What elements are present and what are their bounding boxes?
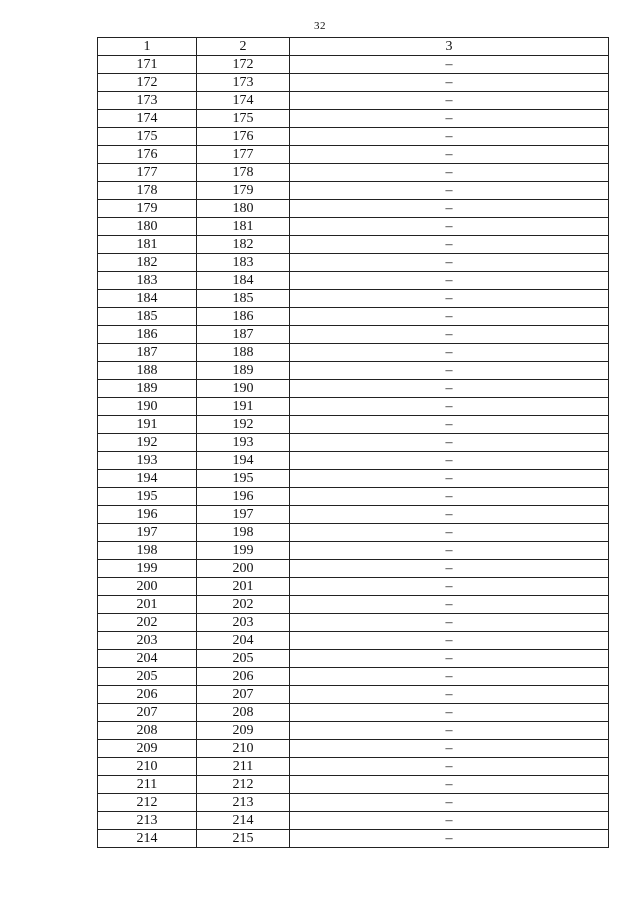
table-cell-col-3: – bbox=[290, 668, 609, 686]
table-cell-col-3: – bbox=[290, 560, 609, 578]
table-row bbox=[98, 56, 609, 74]
table-row bbox=[98, 542, 609, 560]
table-cell-col-3: – bbox=[290, 362, 609, 380]
table-cell-col-3: – bbox=[290, 704, 609, 722]
table-cell-col-1: 176 bbox=[98, 146, 197, 164]
page-number: 32 bbox=[314, 20, 326, 32]
table-cell-col-3: – bbox=[290, 182, 609, 200]
table-row bbox=[98, 776, 609, 794]
table-cell-col-1: 171 bbox=[98, 56, 197, 74]
table-cell-col-1: 178 bbox=[98, 182, 197, 200]
table-cell-col-1: 183 bbox=[98, 272, 197, 290]
table-cell-col-1: 174 bbox=[98, 110, 197, 128]
table-cell-col-2: 179 bbox=[197, 182, 290, 200]
table-row bbox=[98, 758, 609, 776]
table-row bbox=[98, 380, 609, 398]
table-cell-col-2: 173 bbox=[197, 74, 290, 92]
table-cell-col-2: 202 bbox=[197, 596, 290, 614]
table-cell-col-1: 207 bbox=[98, 704, 197, 722]
table-cell-col-2: 182 bbox=[197, 236, 290, 254]
table-row bbox=[98, 578, 609, 596]
table-cell-col-2: 185 bbox=[197, 290, 290, 308]
table-cell-col-3: – bbox=[290, 524, 609, 542]
table-cell-col-3: – bbox=[290, 830, 609, 848]
table-row bbox=[98, 614, 609, 632]
table-cell-col-1: 175 bbox=[98, 128, 197, 146]
table-row bbox=[98, 254, 609, 272]
table-row bbox=[98, 794, 609, 812]
table-header bbox=[98, 38, 609, 56]
table-cell-col-3: – bbox=[290, 128, 609, 146]
table-cell-col-1: 202 bbox=[98, 614, 197, 632]
table-cell-col-3: – bbox=[290, 578, 609, 596]
table-cell-col-2: 184 bbox=[197, 272, 290, 290]
table-cell-col-1: 212 bbox=[98, 794, 197, 812]
table-cell-col-3: – bbox=[290, 290, 609, 308]
table-row bbox=[98, 92, 609, 110]
table-cell-col-2: 205 bbox=[197, 650, 290, 668]
table-row bbox=[98, 740, 609, 758]
table-cell-col-3: – bbox=[290, 596, 609, 614]
table-cell-col-3: – bbox=[290, 488, 609, 506]
table-cell-col-2: 210 bbox=[197, 740, 290, 758]
table-row bbox=[98, 686, 609, 704]
table-row bbox=[98, 416, 609, 434]
table-cell-col-1: 214 bbox=[98, 830, 197, 848]
table-cell-col-1: 184 bbox=[98, 290, 197, 308]
table-cell-col-2: 201 bbox=[197, 578, 290, 596]
table-cell-col-1: 181 bbox=[98, 236, 197, 254]
table-cell-col-1: 210 bbox=[98, 758, 197, 776]
table-cell-col-1: 204 bbox=[98, 650, 197, 668]
table-cell-col-2: 176 bbox=[197, 128, 290, 146]
table-cell-col-1: 180 bbox=[98, 218, 197, 236]
table-cell-col-1: 199 bbox=[98, 560, 197, 578]
table-row bbox=[98, 344, 609, 362]
table-cell-col-3: – bbox=[290, 776, 609, 794]
table-cell-col-3: – bbox=[290, 506, 609, 524]
table-cell-col-1: 187 bbox=[98, 344, 197, 362]
table-cell-col-3: – bbox=[290, 92, 609, 110]
table-cell-col-1: 193 bbox=[98, 452, 197, 470]
table-cell-col-1: 189 bbox=[98, 380, 197, 398]
table-cell-col-3: – bbox=[290, 254, 609, 272]
table-cell-col-2: 199 bbox=[197, 542, 290, 560]
table-row bbox=[98, 200, 609, 218]
table-cell-col-2: 198 bbox=[197, 524, 290, 542]
table-cell-col-2: 214 bbox=[197, 812, 290, 830]
table-cell-col-3: – bbox=[290, 110, 609, 128]
table-cell-col-3: – bbox=[290, 236, 609, 254]
table-cell-col-3: – bbox=[290, 542, 609, 560]
table-cell-col-1: 179 bbox=[98, 200, 197, 218]
table-cell-col-2: 174 bbox=[197, 92, 290, 110]
table-cell-col-3: – bbox=[290, 326, 609, 344]
table-cell-col-3: – bbox=[290, 614, 609, 632]
table-cell-col-3: – bbox=[290, 218, 609, 236]
header-row bbox=[98, 38, 609, 56]
table-cell-col-2: 190 bbox=[197, 380, 290, 398]
table-row bbox=[98, 668, 609, 686]
table-cell-col-2: 175 bbox=[197, 110, 290, 128]
table-cell-col-3: – bbox=[290, 452, 609, 470]
table-cell-col-1: 194 bbox=[98, 470, 197, 488]
table-row bbox=[98, 506, 609, 524]
table-cell-col-2: 209 bbox=[197, 722, 290, 740]
table-cell-col-1: 195 bbox=[98, 488, 197, 506]
table-cell-col-2: 206 bbox=[197, 668, 290, 686]
table-row bbox=[98, 326, 609, 344]
data-table bbox=[97, 37, 609, 848]
column-header-2: 2 bbox=[197, 38, 290, 56]
table-cell-col-3: – bbox=[290, 794, 609, 812]
table-cell-col-2: 203 bbox=[197, 614, 290, 632]
table-cell-col-1: 211 bbox=[98, 776, 197, 794]
table-cell-col-3: – bbox=[290, 632, 609, 650]
table-row bbox=[98, 182, 609, 200]
table-row bbox=[98, 236, 609, 254]
table-cell-col-1: 192 bbox=[98, 434, 197, 452]
table-row bbox=[98, 362, 609, 380]
table-row bbox=[98, 434, 609, 452]
table-cell-col-2: 180 bbox=[197, 200, 290, 218]
table-cell-col-3: – bbox=[290, 470, 609, 488]
table-cell-col-2: 200 bbox=[197, 560, 290, 578]
table-row bbox=[98, 110, 609, 128]
table-cell-col-2: 211 bbox=[197, 758, 290, 776]
table-cell-col-1: 172 bbox=[98, 74, 197, 92]
table-row bbox=[98, 596, 609, 614]
table-row bbox=[98, 650, 609, 668]
table-cell-col-2: 186 bbox=[197, 308, 290, 326]
table-row bbox=[98, 524, 609, 542]
table-cell-col-1: 185 bbox=[98, 308, 197, 326]
table-cell-col-3: – bbox=[290, 56, 609, 74]
table-cell-col-2: 215 bbox=[197, 830, 290, 848]
table-cell-col-1: 208 bbox=[98, 722, 197, 740]
table-cell-col-2: 195 bbox=[197, 470, 290, 488]
table-cell-col-1: 188 bbox=[98, 362, 197, 380]
table-row bbox=[98, 272, 609, 290]
table-row bbox=[98, 704, 609, 722]
table-cell-col-1: 203 bbox=[98, 632, 197, 650]
table-row bbox=[98, 830, 609, 848]
table-cell-col-3: – bbox=[290, 380, 609, 398]
table-cell-col-1: 198 bbox=[98, 542, 197, 560]
table-cell-col-3: – bbox=[290, 146, 609, 164]
table-cell-col-3: – bbox=[290, 686, 609, 704]
table-cell-col-1: 206 bbox=[98, 686, 197, 704]
table-cell-col-2: 189 bbox=[197, 362, 290, 380]
table-cell-col-3: – bbox=[290, 200, 609, 218]
table-cell-col-2: 212 bbox=[197, 776, 290, 794]
table-cell-col-2: 192 bbox=[197, 416, 290, 434]
column-header-3: 3 bbox=[290, 38, 609, 56]
table-cell-col-1: 213 bbox=[98, 812, 197, 830]
table-cell-col-1: 200 bbox=[98, 578, 197, 596]
table-cell-col-3: – bbox=[290, 416, 609, 434]
table-cell-col-2: 191 bbox=[197, 398, 290, 416]
table-row bbox=[98, 290, 609, 308]
table-cell-col-3: – bbox=[290, 398, 609, 416]
table-row bbox=[98, 812, 609, 830]
table-cell-col-1: 205 bbox=[98, 668, 197, 686]
table-row bbox=[98, 488, 609, 506]
table-cell-col-3: – bbox=[290, 344, 609, 362]
table-row bbox=[98, 128, 609, 146]
table-row bbox=[98, 560, 609, 578]
table-cell-col-3: – bbox=[290, 740, 609, 758]
table-row bbox=[98, 218, 609, 236]
table-cell-col-1: 190 bbox=[98, 398, 197, 416]
table-cell-col-3: – bbox=[290, 434, 609, 452]
table-cell-col-3: – bbox=[290, 650, 609, 668]
table-row bbox=[98, 632, 609, 650]
table-cell-col-2: 177 bbox=[197, 146, 290, 164]
table-row bbox=[98, 308, 609, 326]
table-row bbox=[98, 164, 609, 182]
table-cell-col-3: – bbox=[290, 164, 609, 182]
table-cell-col-1: 177 bbox=[98, 164, 197, 182]
table-cell-col-1: 196 bbox=[98, 506, 197, 524]
table-cell-col-2: 181 bbox=[197, 218, 290, 236]
table-cell-col-1: 191 bbox=[98, 416, 197, 434]
table-cell-col-2: 188 bbox=[197, 344, 290, 362]
table-row bbox=[98, 398, 609, 416]
table-cell-col-2: 183 bbox=[197, 254, 290, 272]
table-cell-col-2: 204 bbox=[197, 632, 290, 650]
table-cell-col-2: 178 bbox=[197, 164, 290, 182]
table-cell-col-1: 182 bbox=[98, 254, 197, 272]
table-cell-col-2: 197 bbox=[197, 506, 290, 524]
table-row bbox=[98, 146, 609, 164]
column-header-1: 1 bbox=[98, 38, 197, 56]
table-cell-col-2: 213 bbox=[197, 794, 290, 812]
table-cell-col-2: 187 bbox=[197, 326, 290, 344]
table-cell-col-2: 194 bbox=[197, 452, 290, 470]
table-cell-col-3: – bbox=[290, 272, 609, 290]
table-row bbox=[98, 74, 609, 92]
table-cell-col-3: – bbox=[290, 758, 609, 776]
table-cell-col-3: – bbox=[290, 74, 609, 92]
table-cell-col-2: 172 bbox=[197, 56, 290, 74]
table-body bbox=[98, 56, 609, 848]
table-cell-col-3: – bbox=[290, 308, 609, 326]
table-cell-col-3: – bbox=[290, 722, 609, 740]
table-cell-col-2: 208 bbox=[197, 704, 290, 722]
table-cell-col-3: – bbox=[290, 812, 609, 830]
table-cell-col-2: 196 bbox=[197, 488, 290, 506]
table-row bbox=[98, 470, 609, 488]
table-row bbox=[98, 722, 609, 740]
table-cell-col-1: 209 bbox=[98, 740, 197, 758]
table-row bbox=[98, 452, 609, 470]
table-cell-col-1: 173 bbox=[98, 92, 197, 110]
table-cell-col-1: 186 bbox=[98, 326, 197, 344]
table-cell-col-2: 193 bbox=[197, 434, 290, 452]
table-cell-col-2: 207 bbox=[197, 686, 290, 704]
table-cell-col-1: 197 bbox=[98, 524, 197, 542]
table-cell-col-1: 201 bbox=[98, 596, 197, 614]
